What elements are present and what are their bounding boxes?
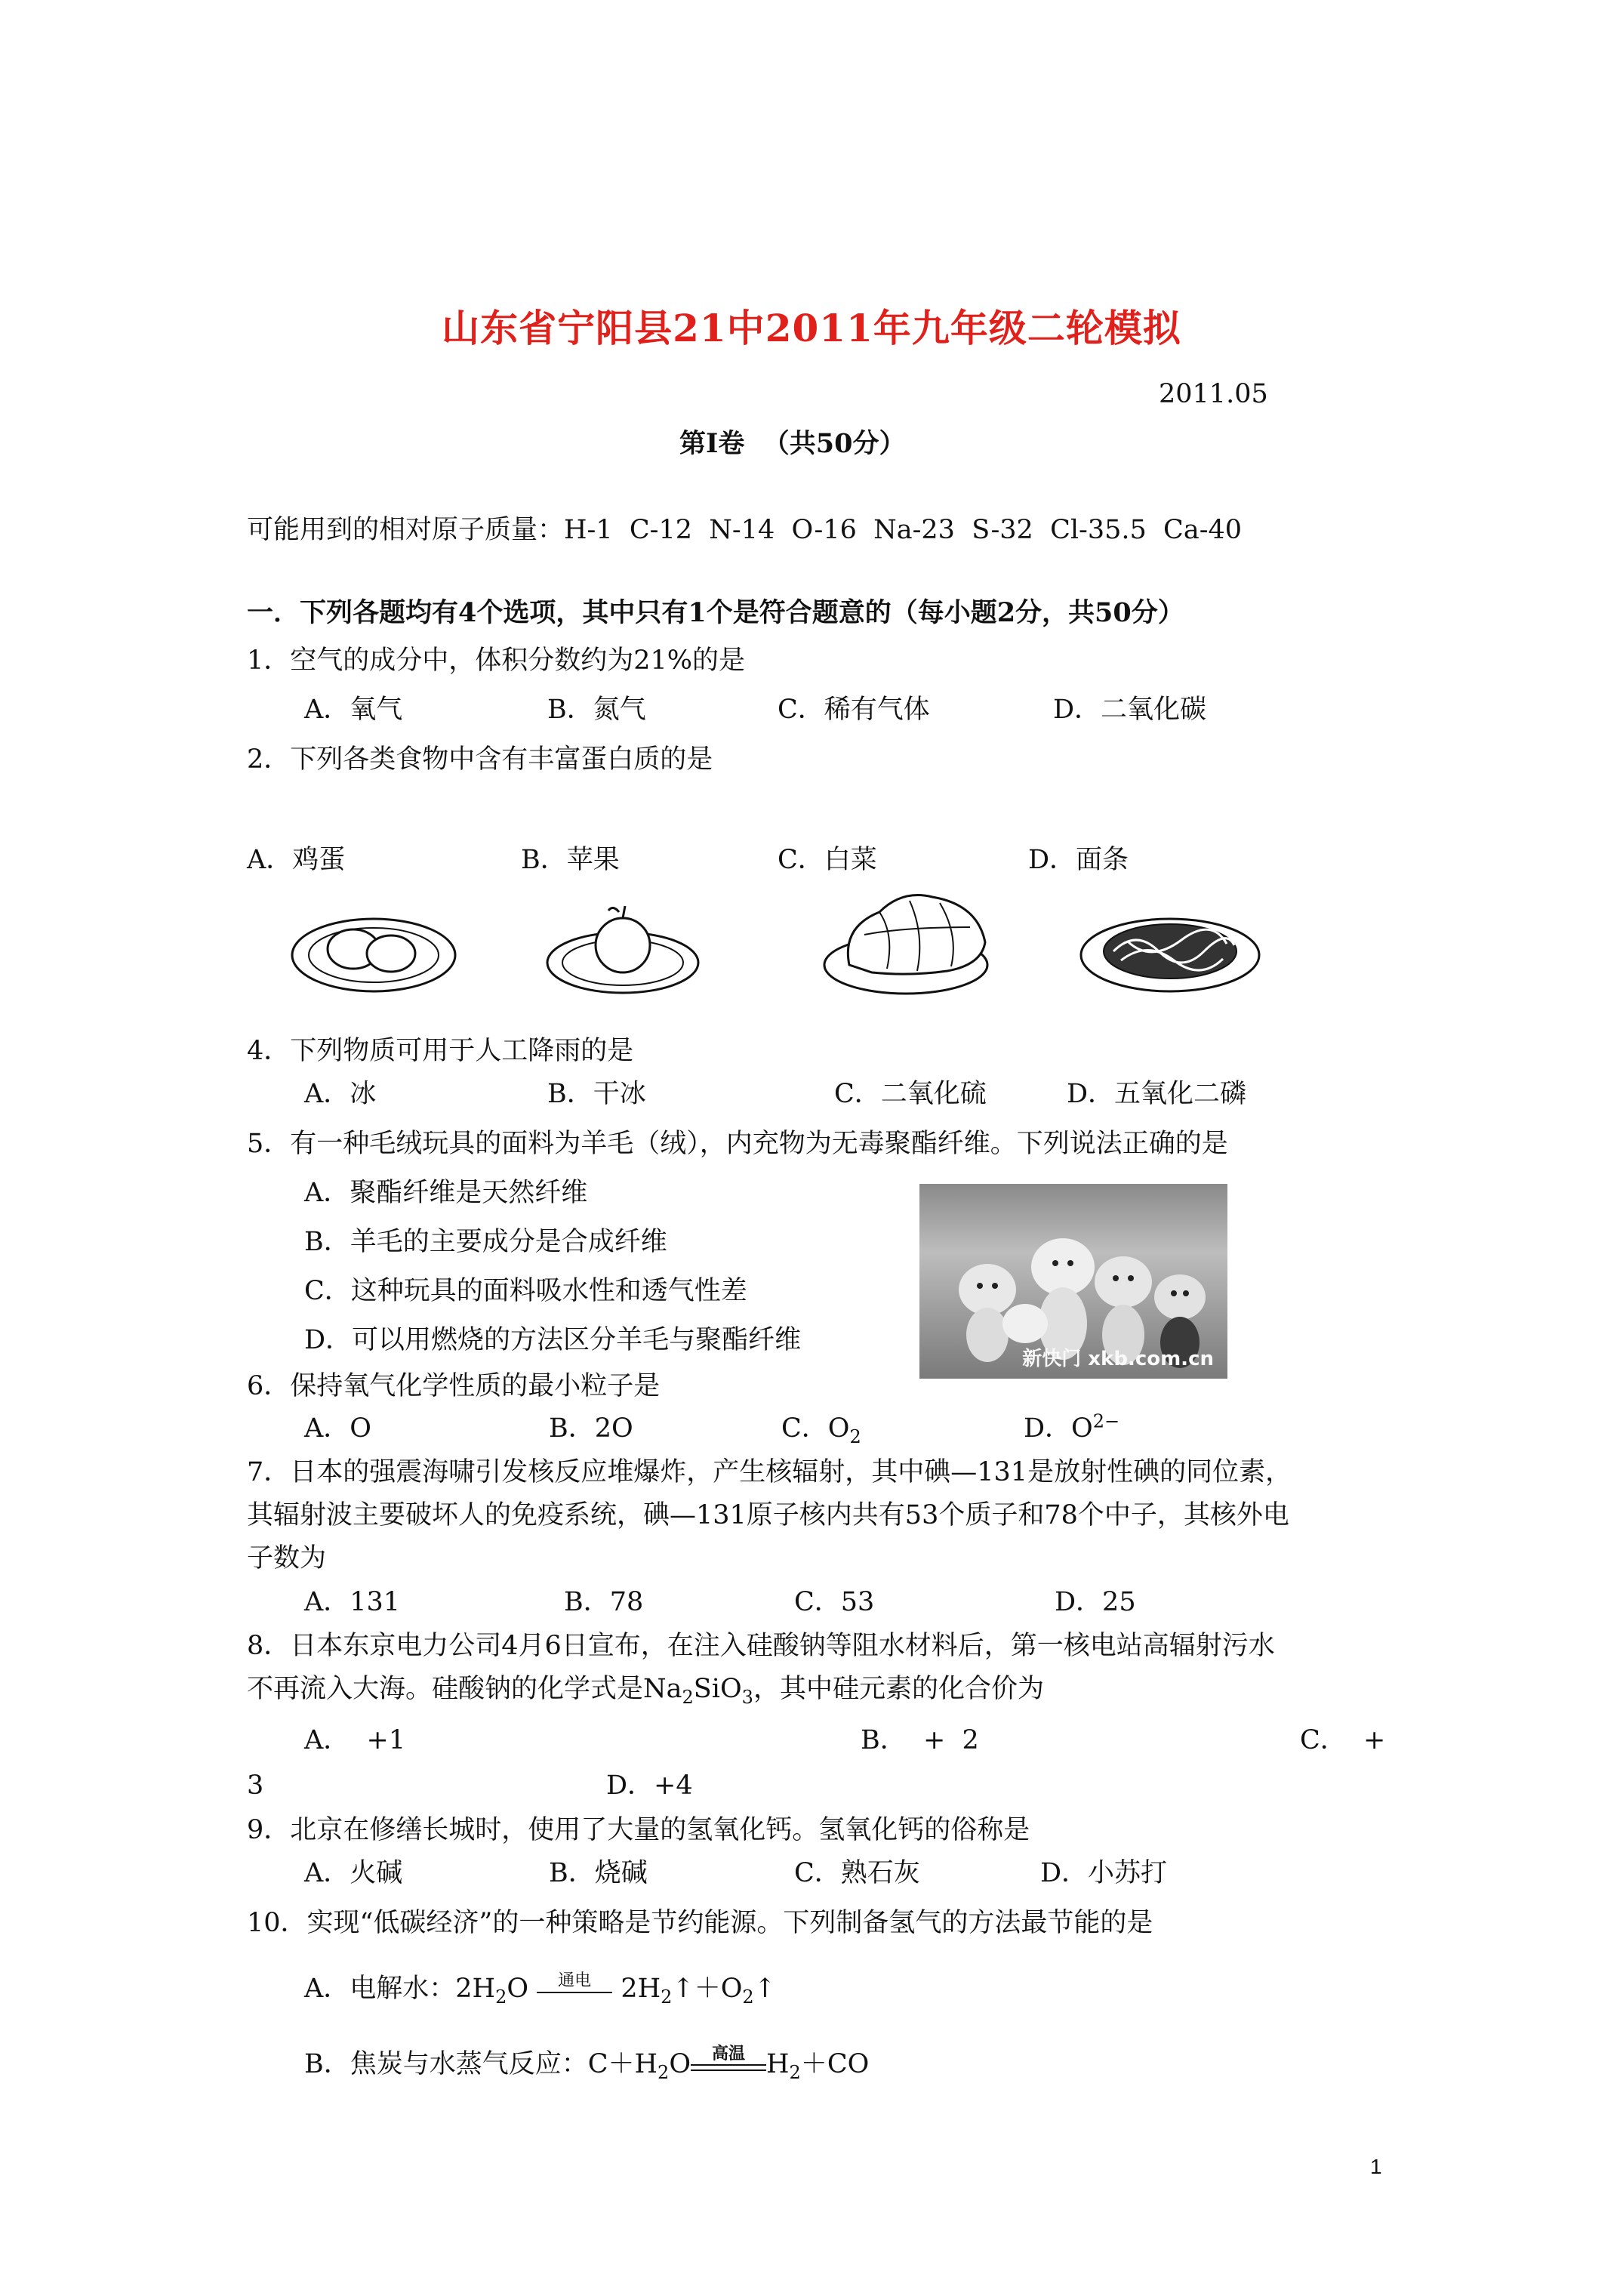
- q3-options-partial: [304, 982, 1274, 1000]
- q10-b-equals: 高温: [691, 2060, 766, 2071]
- q8-line1: 8．日本东京电力公司4月6日宣布，在注入硅酸钠等阻水材料后，第一核电站高辐射污水: [247, 1631, 1275, 1661]
- q10-option-a: A．电解水：$2H_2O$ 通电 $2H_2↑+O_2↑$: [304, 1971, 777, 2008]
- q7-option-c: C．53: [794, 1587, 875, 1617]
- q5-option-a: A．聚酯纤维是天然纤维: [304, 1178, 588, 1208]
- q5-option-c: C．这种玩具的面料吸水性和透气性差: [304, 1276, 747, 1306]
- q1-option-a: A．氧气: [304, 695, 403, 725]
- cabbage-plate-image: [819, 882, 1004, 997]
- q6-option-b: B．2O: [549, 1413, 633, 1444]
- q9-stem: 9．北京在修缮长城时，使用了大量的氢氧化钙。氢氧化钙的俗称是: [247, 1815, 1030, 1845]
- q9-option-b: B．烧碱: [549, 1858, 648, 1888]
- q8-line2: 不再流入大海。硅酸钠的化学式是$Na_2SiO_3$，其中硅元素的化合价为: [247, 1674, 1044, 1708]
- q8-option-a: A． +1: [304, 1725, 406, 1755]
- q2-stem: 2．下列各类食物中含有丰富蛋白质的是: [247, 744, 713, 775]
- q5-option-b: B．羊毛的主要成分是合成纤维: [304, 1227, 667, 1257]
- atomic-masses: 可能用到的相对原子质量：H-1 C-12 N-14 O-16 Na-23 S-32 Cl-35.5 Ca-40: [247, 515, 1243, 545]
- photo-watermark: 新快门 xkb.com.cn: [1022, 1348, 1214, 1370]
- q7-option-b: B．78: [564, 1587, 644, 1617]
- q10-a-arrow: 通电: [537, 1987, 612, 1993]
- q10-option-b: B．焦炭与水蒸气反应：$C+H_2O$ 高温 $H_2+CO$: [304, 2044, 870, 2083]
- part-heading: 第Ⅰ卷 （共50分）: [679, 428, 906, 459]
- q1-option-c: C．稀有气体: [778, 695, 930, 725]
- section-heading: 一．下列各题均有4个选项，其中只有1个是符合题意的（每小题2分，共50分）: [247, 597, 1184, 628]
- q2-option-d: D．面条: [1028, 845, 1129, 875]
- q9-option-a: A．火碱: [304, 1858, 403, 1888]
- q9-option-c: C．熟石灰: [794, 1858, 920, 1888]
- q4-option-b: B．干冰: [547, 1079, 646, 1109]
- q2-option-c: C．白菜: [778, 845, 877, 875]
- q4-stem: 4．下列物质可用于人工降雨的是: [247, 1036, 634, 1066]
- q7-line3: 子数为: [247, 1543, 327, 1573]
- q2-option-a: A．鸡蛋: [247, 845, 346, 875]
- q7-option-d: D．25: [1055, 1587, 1136, 1617]
- q10-stem: 10．实现“低碳经济”的一种策略是节约能源。下列制备氢气的方法最节能的是: [247, 1908, 1153, 1938]
- q4-option-c: C．二氧化硫: [834, 1079, 987, 1109]
- q1-stem: 1．空气的成分中，体积分数约为21%的是: [247, 646, 746, 676]
- q2-option-b: B．苹果: [521, 845, 620, 875]
- q1-option-b: B．氮气: [547, 695, 646, 725]
- q8-option-b: B． + 2: [861, 1725, 979, 1755]
- q7-line2: 其辐射波主要破坏人的免疫系统，碘—131原子核内共有53个质子和78个中子，其核外电: [247, 1500, 1289, 1530]
- q7-line1: 7．日本的强震海啸引发核反应堆爆炸，产生核辐射，其中碘—131是放射性碘的同位素，: [247, 1457, 1292, 1487]
- q5-stem: 5．有一种毛绒玩具的面料为羊毛（绒），内充物为无毒聚酯纤维。下列说法正确的是: [247, 1129, 1228, 1159]
- q4-option-d: D．五氧化二磷: [1067, 1079, 1247, 1109]
- page-number: 1: [1370, 2155, 1382, 2178]
- page-title: 山东省宁阳县21中2011年九年级二轮模拟: [442, 306, 1181, 350]
- plush-toys-photo: [919, 1184, 1227, 1379]
- exam-date: 2011.05: [1159, 379, 1268, 409]
- q6-option-c: C．$O_2$: [781, 1413, 861, 1447]
- q8-option-c-continued: 3: [247, 1771, 264, 1801]
- q6-option-a: A．O: [304, 1413, 371, 1444]
- q8-option-d: D．+4: [606, 1771, 693, 1801]
- q6-option-d: D．$O^{2-}$: [1024, 1410, 1120, 1444]
- q1-option-d: D．二氧化碳: [1053, 695, 1207, 725]
- q7-option-a: A．131: [304, 1587, 401, 1617]
- q8-option-c: C． +: [1300, 1725, 1386, 1755]
- q5-option-d: D．可以用燃烧的方法区分羊毛与聚酯纤维: [304, 1325, 802, 1355]
- q9-option-d: D．小苏打: [1040, 1858, 1168, 1888]
- q6-stem: 6．保持氧气化学性质的最小粒子是: [247, 1371, 661, 1401]
- q4-option-a: A．冰: [304, 1079, 377, 1109]
